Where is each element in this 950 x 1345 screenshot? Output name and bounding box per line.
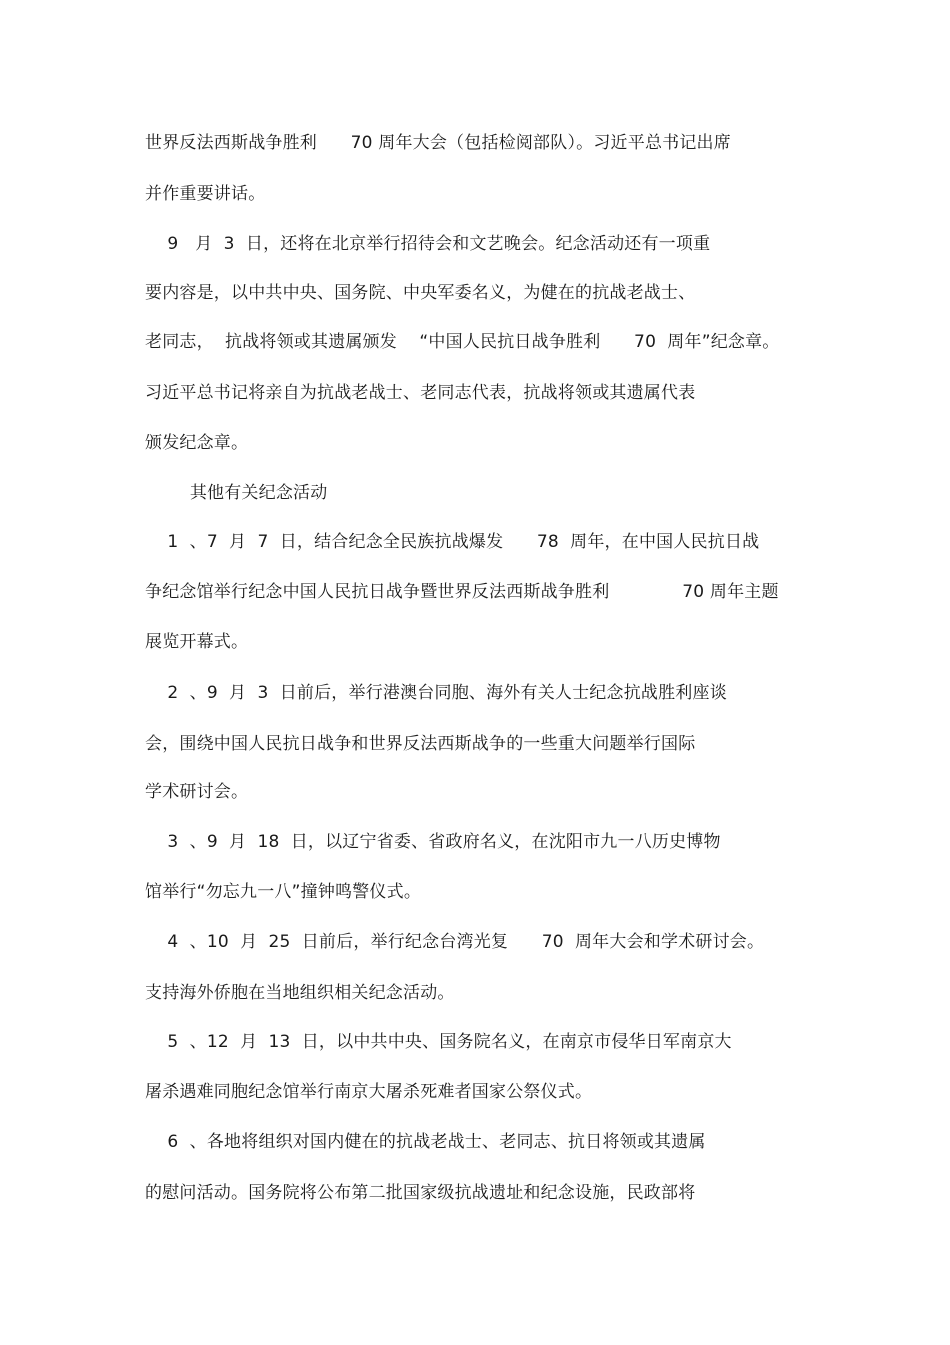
text-line-15: 3 、9 月 18 日，以辽宁省委、省政府名义，在沈阳市九一八历史博物 bbox=[145, 832, 721, 852]
text-line-19: 5 、12 月 13 日，以中共中央、国务院名义，在南京市侵华日军南京大 bbox=[145, 1032, 732, 1052]
text-line-6: 习近平总书记将亲自为抗战老战士、老同志代表，抗战将领或其遗属代表 bbox=[145, 383, 696, 403]
text-line-3: 9 月 3 日，还将在北京举行招待会和文艺晚会。纪念活动还有一项重 bbox=[145, 234, 711, 254]
text-line-22: 的慰问活动。国务院将公布第二批国家级抗战遗址和纪念设施，民政部将 bbox=[145, 1183, 696, 1203]
text-line-7: 颁发纪念章。 bbox=[145, 433, 249, 453]
text-line-4: 要内容是，以中共中央、国务院、中央军委名义，为健在的抗战老战士、 bbox=[145, 283, 696, 303]
text-line-20: 屠杀遇难同胞纪念馆举行南京大屠杀死难者国家公祭仪式。 bbox=[145, 1082, 593, 1102]
text-line-5: 老同志， 抗战将领或其遗属颁发 “中国人民抗日战争胜利 70 周年”纪念章。 bbox=[145, 332, 780, 352]
text-line-2: 并作重要讲话。 bbox=[145, 184, 266, 204]
text-line-16: 馆举行“勿忘九一八”撞钟鸣警仪式。 bbox=[145, 882, 422, 902]
section-heading: 其他有关纪念活动 bbox=[145, 483, 328, 503]
text-line-17: 4 、10 月 25 日前后，举行纪念台湾光复 70 周年大会和学术研讨会。 bbox=[145, 932, 765, 952]
text-line-18: 支持海外侨胞在当地组织相关纪念活动。 bbox=[145, 983, 455, 1003]
text-line-11: 展览开幕式。 bbox=[145, 632, 249, 652]
text-line-9: 1 、7 月 7 日，结合纪念全民族抗战爆发 78 周年，在中国人民抗日战 bbox=[145, 532, 760, 552]
text-line-21: 6 、各地将组织对国内健在的抗战老战士、老同志、抗日将领或其遗属 bbox=[145, 1132, 706, 1152]
text-line-13: 会，围绕中国人民抗日战争和世界反法西斯战争的一些重大问题举行国际 bbox=[145, 734, 696, 754]
text-line-1: 世界反法西斯战争胜利 70 周年大会（包括检阅部队）。习近平总书记出席 bbox=[145, 133, 731, 153]
text-line-10: 争纪念馆举行纪念中国人民抗日战争暨世界反法西斯战争胜利 70 周年主题 bbox=[145, 582, 779, 602]
text-line-12: 2 、9 月 3 日前后，举行港澳台同胞、海外有关人士纪念抗战胜利座谈 bbox=[145, 683, 727, 703]
text-line-14: 学术研讨会。 bbox=[145, 782, 249, 802]
